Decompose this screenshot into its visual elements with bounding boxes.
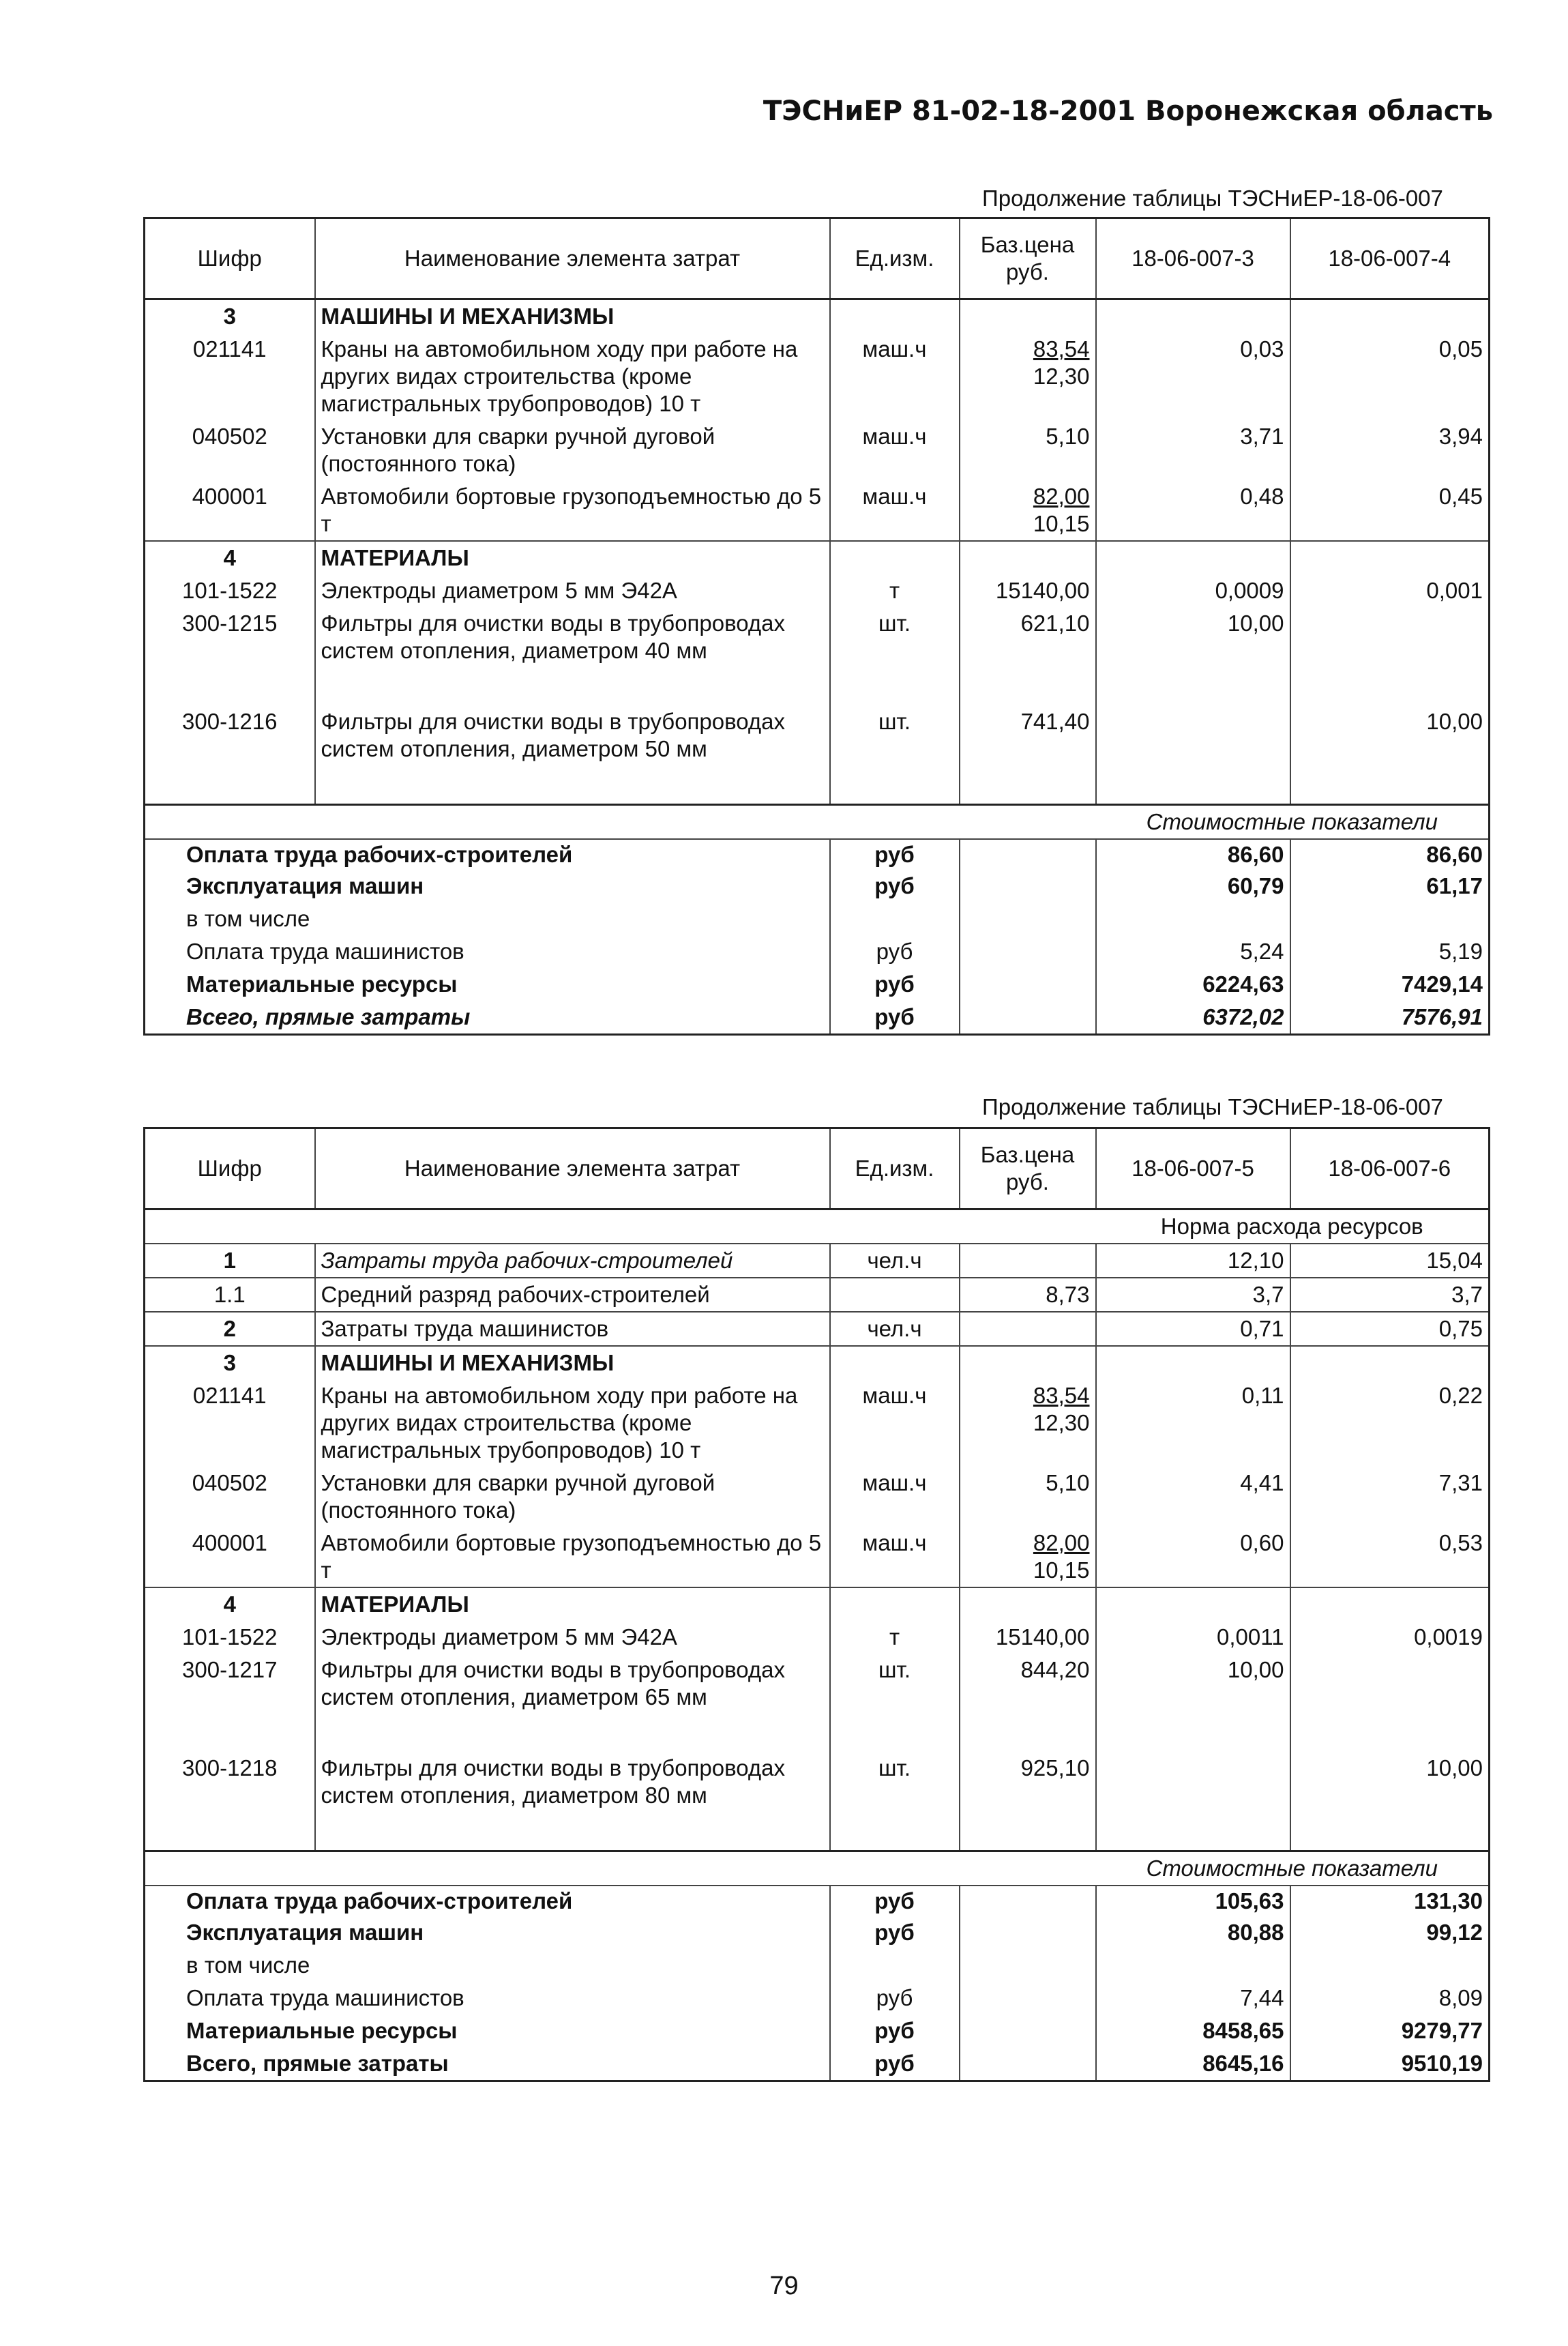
- price-value: 621,10: [1020, 611, 1090, 636]
- row-unit: шт.: [830, 1654, 960, 1752]
- summary-row: [145, 1001, 1490, 1035]
- row-code: 040502: [145, 1467, 315, 1527]
- row-value-1: 0,71: [1096, 1312, 1290, 1346]
- row-unit: маш.ч: [830, 420, 960, 480]
- price-value: 925,10: [1020, 1755, 1090, 1780]
- summary-row: [145, 903, 1490, 935]
- summary-label: Материальные ресурсы: [145, 2014, 830, 2047]
- summary-value-2: 9279,77: [1290, 2014, 1490, 2047]
- column-header: Наименование элемента затрат: [315, 218, 830, 299]
- row-name: Автомобили бортовые грузоподъемностью до 5 т: [315, 1527, 830, 1587]
- summary-row: [145, 1982, 1490, 2014]
- price-value: 83,54: [1033, 1383, 1090, 1408]
- price-value: 83,54: [1033, 336, 1090, 362]
- summary-value-1: 105,63: [1096, 1886, 1290, 1916]
- summary-label: Оплата труда машинистов: [145, 1982, 830, 2014]
- empty-cell: [960, 2014, 1096, 2047]
- section-row: [145, 299, 1490, 334]
- table-cell: [145, 1851, 1096, 1886]
- empty-cell: [830, 541, 960, 574]
- column-header: Шифр: [145, 218, 315, 299]
- row-value-2: [1290, 1654, 1490, 1752]
- section-title: МАТЕРИАЛЫ: [315, 1587, 830, 1621]
- empty-cell: [1290, 1346, 1490, 1379]
- summary-row: [145, 1886, 1490, 1916]
- summary-row: [145, 1949, 1490, 1982]
- row-value-1: 0,03: [1096, 333, 1290, 420]
- row-name: Электроды диаметром 5 мм Э42А: [315, 1621, 830, 1654]
- empty-cell: [960, 1346, 1096, 1379]
- summary-row: [145, 870, 1490, 903]
- row-unit: чел.ч: [830, 1244, 960, 1278]
- row-value-2: 7,31: [1290, 1467, 1490, 1527]
- row-value-2: 0,53: [1290, 1527, 1490, 1587]
- summary-unit: руб: [830, 2014, 960, 2047]
- column-header: 18-06-007-6: [1290, 1128, 1490, 1209]
- section-title: МАШИНЫ И МЕХАНИЗМЫ: [315, 1346, 830, 1379]
- row-value-1: 3,71: [1096, 420, 1290, 480]
- summary-label: Всего, прямые затраты: [145, 1001, 830, 1035]
- row-value-1: 3,7: [1096, 1278, 1290, 1312]
- row-code: 300-1218: [145, 1752, 315, 1851]
- row-price: [960, 333, 1096, 420]
- table-row: [145, 1379, 1490, 1467]
- price-value: 15140,00: [995, 1624, 1090, 1649]
- document-header: ТЭСНиЕР 81-02-18-2001 Воронежская область: [763, 96, 1493, 127]
- summary-value-2: [1290, 903, 1490, 935]
- row-name: Фильтры для очистки воды в трубопроводах систем отопления, диаметром 50 мм: [315, 705, 830, 805]
- empty-cell: [960, 1949, 1096, 1982]
- summary-unit: [830, 903, 960, 935]
- section-code: 4: [145, 541, 315, 574]
- summary-value-1: 60,79: [1096, 870, 1290, 903]
- table-row: [145, 705, 1490, 805]
- price-value: 5,10: [1046, 424, 1090, 449]
- summary-label: Эксплуатация машин: [145, 1916, 830, 1949]
- row-code: 300-1217: [145, 1654, 315, 1752]
- empty-cell: [1096, 299, 1290, 334]
- section-code: 3: [145, 1346, 315, 1379]
- row-code: 101-1522: [145, 574, 315, 607]
- row-unit: чел.ч: [830, 1312, 960, 1346]
- row-code: 300-1216: [145, 705, 315, 805]
- header-row: [145, 1128, 1490, 1209]
- summary-value-1: 6372,02: [1096, 1001, 1290, 1035]
- summary-row: [145, 935, 1490, 968]
- row-value-1: 10,00: [1096, 1654, 1290, 1752]
- empty-cell: [960, 1916, 1096, 1949]
- empty-cell: [960, 935, 1096, 968]
- empty-cell: [960, 870, 1096, 903]
- labor-row: [145, 1278, 1490, 1312]
- empty-cell: [960, 903, 1096, 935]
- row-unit: маш.ч: [830, 333, 960, 420]
- row-value-2: 10,00: [1290, 1752, 1490, 1851]
- row-code: 040502: [145, 420, 315, 480]
- summary-value-2: 61,17: [1290, 870, 1490, 903]
- price-sub-value: 12,30: [1033, 364, 1090, 389]
- row-value-2: 0,45: [1290, 480, 1490, 541]
- row-price: [960, 1379, 1096, 1467]
- table-cell: [145, 1209, 1096, 1244]
- empty-cell: [960, 968, 1096, 1001]
- column-header: Баз.цена руб.: [960, 218, 1096, 299]
- row-unit: маш.ч: [830, 1527, 960, 1587]
- row-price: [960, 1312, 1096, 1346]
- table-row: [145, 1621, 1490, 1654]
- cost-label-row: [145, 805, 1490, 840]
- row-name: Затраты труда рабочих-строителей: [315, 1244, 830, 1278]
- table-row: [145, 607, 1490, 705]
- cost-label: Стоимостные показатели: [1096, 805, 1490, 840]
- price-value: 15140,00: [995, 578, 1090, 603]
- header-row: [145, 218, 1490, 299]
- summary-label: Всего, прямые затраты: [145, 2047, 830, 2081]
- row-price: [960, 705, 1096, 805]
- summary-unit: руб: [830, 1982, 960, 2014]
- row-code: 400001: [145, 1527, 315, 1587]
- row-code: 1: [145, 1244, 315, 1278]
- row-name: Фильтры для очистки воды в трубопроводах систем отопления, диаметром 40 мм: [315, 607, 830, 705]
- summary-value-2: 86,60: [1290, 839, 1490, 870]
- table-row: [145, 574, 1490, 607]
- page-number: 79: [769, 2272, 799, 2300]
- summary-label: в том числе: [145, 1949, 830, 1982]
- row-price: [960, 574, 1096, 607]
- row-value-1: [1096, 1752, 1290, 1851]
- row-price: [960, 420, 1096, 480]
- row-name: Электроды диаметром 5 мм Э42А: [315, 574, 830, 607]
- empty-cell: [960, 541, 1096, 574]
- summary-row: [145, 2014, 1490, 2047]
- price-value: 82,00: [1033, 1530, 1090, 1555]
- row-price: [960, 1467, 1096, 1527]
- row-name: Автомобили бортовые грузоподъемностью до 5 т: [315, 480, 830, 541]
- empty-cell: [1290, 1587, 1490, 1621]
- row-value-1: [1096, 705, 1290, 805]
- table1-continuation: Продолжение таблицы ТЭСНиЕР-18-06-007: [982, 186, 1443, 211]
- row-unit: маш.ч: [830, 1379, 960, 1467]
- row-value-1: 0,11: [1096, 1379, 1290, 1467]
- row-name: Фильтры для очистки воды в трубопроводах систем отопления, диаметром 80 мм: [315, 1752, 830, 1851]
- row-name: Фильтры для очистки воды в трубопроводах систем отопления, диаметром 65 мм: [315, 1654, 830, 1752]
- row-name: Установки для сварки ручной дуговой (постоянного тока): [315, 1467, 830, 1527]
- summary-value-2: 131,30: [1290, 1886, 1490, 1916]
- summary-unit: руб: [830, 935, 960, 968]
- row-unit: т: [830, 574, 960, 607]
- column-header: 18-06-007-3: [1096, 218, 1290, 299]
- column-header: Ед.изм.: [830, 218, 960, 299]
- row-value-2: 0,0019: [1290, 1621, 1490, 1654]
- row-price: [960, 607, 1096, 705]
- summary-unit: руб: [830, 870, 960, 903]
- section-title: МАТЕРИАЛЫ: [315, 541, 830, 574]
- row-price: [960, 480, 1096, 541]
- row-price: [960, 1621, 1096, 1654]
- summary-value-1: 6224,63: [1096, 968, 1290, 1001]
- summary-label: Оплата труда рабочих-строителей: [145, 1886, 830, 1916]
- table-row: [145, 480, 1490, 541]
- summary-value-2: 7429,14: [1290, 968, 1490, 1001]
- empty-cell: [1096, 1346, 1290, 1379]
- table-row: [145, 1527, 1490, 1587]
- summary-row: [145, 2047, 1490, 2081]
- row-unit: т: [830, 1621, 960, 1654]
- summary-unit: [830, 1949, 960, 1982]
- section-code: 4: [145, 1587, 315, 1621]
- row-name: Краны на автомобильном ходу при работе на других видах строительства (кроме магистральных трубопроводов) 10 т: [315, 1379, 830, 1467]
- row-unit: шт.: [830, 705, 960, 805]
- empty-cell: [1096, 541, 1290, 574]
- table2-continuation: Продолжение таблицы ТЭСНиЕР-18-06-007: [982, 1094, 1443, 1119]
- row-value-2: 0,05: [1290, 333, 1490, 420]
- empty-cell: [1290, 299, 1490, 334]
- row-unit: маш.ч: [830, 1467, 960, 1527]
- row-code: 021141: [145, 1379, 315, 1467]
- summary-unit: руб: [830, 968, 960, 1001]
- price-value: 741,40: [1020, 709, 1090, 734]
- row-code: 400001: [145, 480, 315, 541]
- row-name: Затраты труда машинистов: [315, 1312, 830, 1346]
- column-header: Шифр: [145, 1128, 315, 1209]
- row-value-2: 3,94: [1290, 420, 1490, 480]
- empty-cell: [1096, 1587, 1290, 1621]
- price-sub-value: 12,30: [1033, 1410, 1090, 1435]
- row-value-1: 0,0009: [1096, 574, 1290, 607]
- summary-value-2: 5,19: [1290, 935, 1490, 968]
- row-code: 101-1522: [145, 1621, 315, 1654]
- price-value: 5,10: [1046, 1470, 1090, 1495]
- row-name: Средний разряд рабочих-строителей: [315, 1278, 830, 1312]
- summary-unit: руб: [830, 1886, 960, 1916]
- row-value-1: 0,0011: [1096, 1621, 1290, 1654]
- summary-value-2: 7576,91: [1290, 1001, 1490, 1035]
- row-value-2: 0,75: [1290, 1312, 1490, 1346]
- row-value-1: 4,41: [1096, 1467, 1290, 1527]
- column-header: Наименование элемента затрат: [315, 1128, 830, 1209]
- row-price: [960, 1244, 1096, 1278]
- column-header: Баз.цена руб.: [960, 1128, 1096, 1209]
- summary-row: [145, 839, 1490, 870]
- row-price: 8,73: [960, 1278, 1096, 1312]
- summary-value-2: 99,12: [1290, 1916, 1490, 1949]
- row-price: [960, 1527, 1096, 1587]
- empty-cell: [960, 1886, 1096, 1916]
- summary-value-2: 9510,19: [1290, 2047, 1490, 2081]
- section-code: 3: [145, 299, 315, 334]
- summary-value-1: [1096, 1949, 1290, 1982]
- empty-cell: [960, 299, 1096, 334]
- row-code: 2: [145, 1312, 315, 1346]
- row-code: 021141: [145, 333, 315, 420]
- empty-cell: [960, 1587, 1096, 1621]
- price-value: 82,00: [1033, 484, 1090, 509]
- section-row: [145, 1587, 1490, 1621]
- table-row: [145, 420, 1490, 480]
- summary-value-2: [1290, 1949, 1490, 1982]
- table-row: [145, 1467, 1490, 1527]
- summary-label: Оплата труда машинистов: [145, 935, 830, 968]
- summary-label: Эксплуатация машин: [145, 870, 830, 903]
- summary-value-1: 86,60: [1096, 839, 1290, 870]
- table-row: [145, 1752, 1490, 1851]
- empty-cell: [960, 2047, 1096, 2081]
- summary-label: Оплата труда рабочих-строителей: [145, 839, 830, 870]
- column-header: Ед.изм.: [830, 1128, 960, 1209]
- empty-cell: [830, 299, 960, 334]
- row-unit: [830, 1278, 960, 1312]
- row-code: 1.1: [145, 1278, 315, 1312]
- norm-label: Норма расхода ресурсов: [1096, 1209, 1490, 1244]
- summary-unit: руб: [830, 1001, 960, 1035]
- empty-cell: [830, 1587, 960, 1621]
- row-price: [960, 1752, 1096, 1851]
- section-row: [145, 541, 1490, 574]
- summary-value-1: 8458,65: [1096, 2014, 1290, 2047]
- norm-label-row: [145, 1209, 1490, 1244]
- row-value-2: 3,7: [1290, 1278, 1490, 1312]
- table1: [143, 217, 1490, 1036]
- row-price: [960, 1654, 1096, 1752]
- row-code: 300-1215: [145, 607, 315, 705]
- summary-label: в том числе: [145, 903, 830, 935]
- empty-cell: [960, 1982, 1096, 2014]
- column-header: 18-06-007-4: [1290, 218, 1490, 299]
- summary-row: [145, 968, 1490, 1001]
- summary-unit: руб: [830, 1916, 960, 1949]
- cost-label-row: [145, 1851, 1490, 1886]
- row-value-1: 0,60: [1096, 1527, 1290, 1587]
- table2: [143, 1127, 1490, 2082]
- table-cell: [145, 805, 1096, 840]
- summary-unit: руб: [830, 839, 960, 870]
- labor-row: [145, 1244, 1490, 1278]
- summary-label: Материальные ресурсы: [145, 968, 830, 1001]
- section-row: [145, 1346, 1490, 1379]
- table-row: [145, 333, 1490, 420]
- price-sub-value: 10,15: [1033, 1557, 1090, 1583]
- row-value-1: 0,48: [1096, 480, 1290, 541]
- row-name: Краны на автомобильном ходу при работе на других видах строительства (кроме магистральных трубопроводов) 10 т: [315, 333, 830, 420]
- summary-unit: руб: [830, 2047, 960, 2081]
- empty-cell: [960, 1001, 1096, 1035]
- section-title: МАШИНЫ И МЕХАНИЗМЫ: [315, 299, 830, 334]
- row-value-2: 0,001: [1290, 574, 1490, 607]
- summary-value-1: 80,88: [1096, 1916, 1290, 1949]
- row-value-2: 15,04: [1290, 1244, 1490, 1278]
- empty-cell: [830, 1346, 960, 1379]
- summary-value-1: 7,44: [1096, 1982, 1290, 2014]
- column-header: 18-06-007-5: [1096, 1128, 1290, 1209]
- cost-label: Стоимостные показатели: [1096, 1851, 1490, 1886]
- summary-value-1: 8645,16: [1096, 2047, 1290, 2081]
- row-unit: шт.: [830, 1752, 960, 1851]
- row-value-1: 12,10: [1096, 1244, 1290, 1278]
- labor-row: [145, 1312, 1490, 1346]
- price-value: 844,20: [1020, 1657, 1090, 1682]
- table-row: [145, 1654, 1490, 1752]
- summary-row: [145, 1916, 1490, 1949]
- summary-value-2: 8,09: [1290, 1982, 1490, 2014]
- row-value-1: 10,00: [1096, 607, 1290, 705]
- summary-value-1: 5,24: [1096, 935, 1290, 968]
- empty-cell: [1290, 541, 1490, 574]
- row-name: Установки для сварки ручной дуговой (постоянного тока): [315, 420, 830, 480]
- row-unit: шт.: [830, 607, 960, 705]
- row-value-2: 10,00: [1290, 705, 1490, 805]
- row-value-2: 0,22: [1290, 1379, 1490, 1467]
- price-sub-value: 10,15: [1033, 511, 1090, 536]
- row-value-2: [1290, 607, 1490, 705]
- summary-value-1: [1096, 903, 1290, 935]
- row-unit: маш.ч: [830, 480, 960, 541]
- empty-cell: [960, 839, 1096, 870]
